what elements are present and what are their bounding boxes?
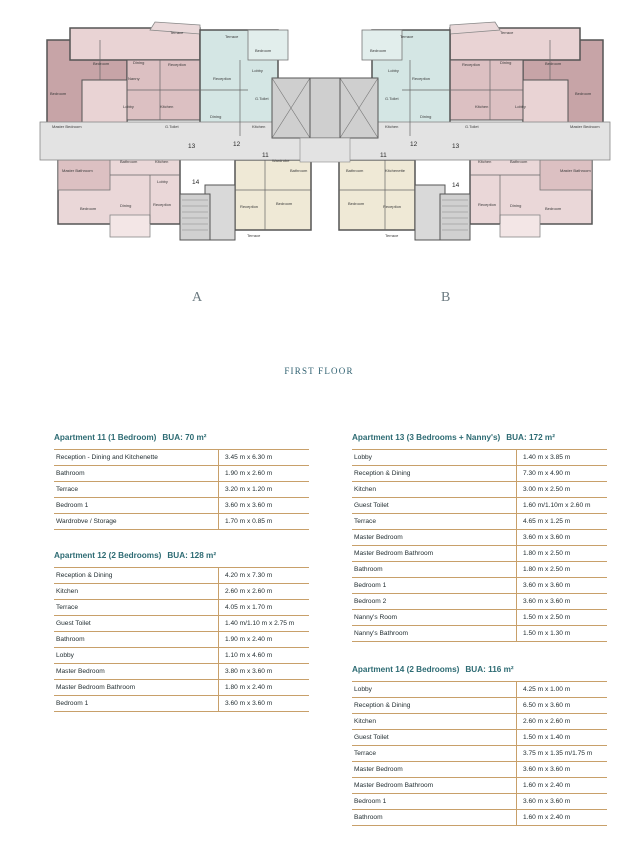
room-dimensions: 1.50 m x 1.40 m bbox=[523, 734, 571, 741]
table-row bbox=[54, 600, 309, 616]
apartment-12-rows bbox=[54, 567, 309, 712]
table-row bbox=[54, 680, 309, 696]
room-dimensions: 3.60 m x 3.60 m bbox=[523, 798, 571, 805]
room-name: Guest Toilet bbox=[352, 730, 517, 745]
table-row bbox=[352, 466, 607, 482]
room-name: Reception & Dining bbox=[352, 466, 517, 481]
apartment-14-rows bbox=[352, 681, 607, 826]
table-row bbox=[54, 450, 309, 466]
plan-number-12: 12 bbox=[233, 141, 241, 148]
table-row bbox=[54, 632, 309, 648]
room-name: Bedroom 1 bbox=[352, 794, 517, 809]
plan-label-reception: Reception bbox=[168, 62, 187, 67]
plan-label-dining-2: Dining bbox=[120, 203, 132, 208]
room-name: Master Bedroom Bathroom bbox=[352, 546, 517, 561]
table-row bbox=[54, 568, 309, 584]
plan-label-bathroom-3: Bathroom bbox=[510, 159, 528, 164]
room-name: Bedroom 1 bbox=[352, 578, 517, 593]
plan-label-kitchen-6: Kitchen bbox=[385, 124, 399, 129]
table-row bbox=[352, 514, 607, 530]
plan-label-reception-4: Reception bbox=[240, 204, 259, 209]
apartment-13-title: Apartment 13 (3 Bedrooms + Nanny's) bbox=[352, 433, 501, 442]
plan-label-lobby-4: Lobby bbox=[515, 104, 526, 109]
room-dimensions: 1.80 m x 2.50 m bbox=[523, 566, 571, 573]
room-dimensions: 1.70 m x 0.85 m bbox=[225, 518, 273, 525]
table-row bbox=[54, 514, 309, 530]
plan-label-bedroom-7: Bedroom bbox=[575, 91, 592, 96]
table-row bbox=[352, 794, 607, 810]
plan-number-13: 13 bbox=[188, 143, 196, 150]
plan-label-terrace-6: Terrace bbox=[385, 233, 399, 238]
plan-label-reception-5: Reception bbox=[462, 62, 481, 67]
plan-label-terrace-3: Terrace bbox=[247, 233, 261, 238]
room-dimensions: 3.45 m x 6.30 m bbox=[225, 454, 273, 461]
table-row bbox=[352, 482, 607, 498]
room-name: Lobby bbox=[352, 682, 517, 697]
room-name: Bedroom 1 bbox=[54, 696, 219, 711]
room-dimensions: 1.90 m x 2.40 m bbox=[225, 636, 273, 643]
plan-label-bathroom-2: Bathroom bbox=[290, 168, 308, 173]
plan-label-reception-8: Reception bbox=[383, 204, 402, 209]
apartment-13-rows bbox=[352, 449, 607, 642]
plan-label-g-toilet: G.Toilet bbox=[165, 124, 179, 129]
plan-number-13-b: 13 bbox=[452, 143, 460, 150]
room-dimensions: 3.60 m x 3.60 m bbox=[523, 534, 571, 541]
room-name: Terrace bbox=[54, 482, 219, 497]
apartment-11-heading bbox=[54, 433, 309, 442]
plan-label-bedroom-6: Bedroom bbox=[545, 61, 562, 66]
plan-label-reception-6: Reception bbox=[478, 202, 497, 207]
table-row bbox=[352, 714, 607, 730]
plan-label-lobby: Lobby bbox=[123, 104, 134, 109]
plan-label-terrace-4: Terrace bbox=[500, 30, 514, 35]
room-dimensions: 4.65 m x 1.25 m bbox=[523, 518, 571, 525]
plan-label-bedroom: Bedroom bbox=[93, 61, 110, 66]
room-name: Reception & Dining bbox=[352, 698, 517, 713]
apartment-11-table bbox=[54, 433, 309, 530]
room-dimensions: 3.80 m x 3.60 m bbox=[225, 668, 273, 675]
table-row bbox=[352, 762, 607, 778]
plan-label-lobby-3: Lobby bbox=[252, 68, 263, 73]
table-row bbox=[352, 498, 607, 514]
room-name: Master Bedroom bbox=[352, 530, 517, 545]
room-name: Bedroom 1 bbox=[54, 498, 219, 513]
room-name: Terrace bbox=[352, 514, 517, 529]
plan-label-dining: Dining bbox=[133, 60, 145, 65]
room-dimensions: 1.80 m x 2.40 m bbox=[225, 684, 273, 691]
room-dimensions: 1.40 m x 3.85 m bbox=[523, 454, 571, 461]
room-name: Reception - Dining and Kitchenette bbox=[54, 450, 219, 465]
apartment-11-title: Apartment 11 (1 Bedroom) bbox=[54, 433, 157, 442]
plan-label-bedroom-3: Bedroom bbox=[80, 206, 97, 211]
table-row bbox=[352, 682, 607, 698]
plan-label-wardrobe: Wardrobe bbox=[272, 158, 290, 163]
plan-label-master-bathroom-2: Master Bathroom bbox=[560, 168, 591, 173]
plan-label-dining-4: Dining bbox=[500, 60, 512, 65]
plan-label-g-toilet-3: G.Toilet bbox=[465, 124, 479, 129]
plan-label-lobby-5: Lobby bbox=[388, 68, 399, 73]
plan-label-bedroom-8: Bedroom bbox=[545, 206, 562, 211]
table-row bbox=[54, 498, 309, 514]
plan-label-master-bedroom-2: Master Bedroom bbox=[570, 124, 600, 129]
plan-number-11-b: 11 bbox=[380, 152, 387, 159]
room-dimensions: 1.90 m x 2.60 m bbox=[225, 470, 273, 477]
plan-label-reception-7: Reception bbox=[412, 76, 431, 81]
plan-label-terrace-5: Terrace bbox=[400, 34, 414, 39]
plan-number-12-b: 12 bbox=[410, 141, 418, 148]
room-name: Kitchen bbox=[352, 482, 517, 497]
table-row bbox=[352, 594, 607, 610]
apartment-13-bua: BUA: 172 m² bbox=[506, 433, 555, 442]
plan-number-14-b: 14 bbox=[452, 182, 460, 189]
plan-label-nanny: Nanny bbox=[128, 76, 140, 81]
room-dimensions: 7.30 m x 4.90 m bbox=[523, 470, 571, 477]
table-row bbox=[352, 450, 607, 466]
room-dimensions: 2.60 m x 2.60 m bbox=[523, 718, 571, 725]
room-dimensions: 3.00 m x 2.50 m bbox=[523, 486, 571, 493]
plan-label-kitchen: Kitchen bbox=[160, 104, 174, 109]
table-row bbox=[54, 466, 309, 482]
floor-title: FIRST FLOOR bbox=[284, 366, 354, 376]
floor-plan bbox=[0, 0, 638, 250]
plan-label-kitchen-5: Kitchen bbox=[478, 159, 492, 164]
room-dimensions: 1.60 m x 2.40 m bbox=[523, 782, 571, 789]
table-row bbox=[352, 562, 607, 578]
room-dimensions: 1.10 m x 4.60 m bbox=[225, 652, 273, 659]
table-row bbox=[54, 696, 309, 712]
room-name: Nanny's Room bbox=[352, 610, 517, 625]
plan-label-terrace: Terrace bbox=[170, 30, 184, 35]
room-dimensions: 1.80 m x 2.50 m bbox=[523, 550, 571, 557]
room-dimensions: 1.50 m x 2.50 m bbox=[523, 614, 571, 621]
room-dimensions: 4.05 m x 1.70 m bbox=[225, 604, 273, 611]
room-name: Bathroom bbox=[352, 810, 517, 825]
table-row bbox=[352, 530, 607, 546]
apartment-14-heading bbox=[352, 665, 607, 674]
plan-label-bedroom-4: Bedroom bbox=[255, 48, 272, 53]
room-name: Lobby bbox=[54, 648, 219, 663]
apartment-12-heading bbox=[54, 551, 309, 560]
room-name: Master Bedroom bbox=[352, 762, 517, 777]
room-name: Terrace bbox=[54, 600, 219, 615]
apartment-14-bua: BUA: 116 m² bbox=[465, 665, 514, 674]
wing-a-label: A bbox=[192, 290, 204, 305]
room-dimensions: 4.20 m x 7.30 m bbox=[225, 572, 273, 579]
room-name: Lobby bbox=[352, 450, 517, 465]
apartment-14-title: Apartment 14 (2 Bedrooms) bbox=[352, 665, 460, 674]
wing-b-label: B bbox=[441, 290, 452, 305]
apartment-11-rows bbox=[54, 449, 309, 530]
plan-label-dining-5: Dining bbox=[510, 203, 522, 208]
room-name: Bathroom bbox=[352, 562, 517, 577]
plan-label-kitchen-3: Kitchen bbox=[252, 124, 266, 129]
apartment-12-table bbox=[54, 551, 309, 712]
room-name: Guest Toilet bbox=[352, 498, 517, 513]
plan-label-kitchenette: Kitchenette bbox=[385, 168, 406, 173]
room-name: Reception & Dining bbox=[54, 568, 219, 583]
room-name: Master Bedroom Bathroom bbox=[54, 680, 219, 695]
table-row bbox=[54, 482, 309, 498]
room-name: Bathroom bbox=[54, 632, 219, 647]
table-row bbox=[352, 626, 607, 642]
apartment-13-table bbox=[352, 433, 607, 642]
room-name: Kitchen bbox=[352, 714, 517, 729]
table-row bbox=[352, 546, 607, 562]
plan-label-g-toilet-4: G.Toilet bbox=[385, 96, 399, 101]
apartment-11-bua: BUA: 70 m² bbox=[162, 433, 207, 442]
table-row bbox=[352, 610, 607, 626]
room-name: Wardrobve / Storage bbox=[54, 514, 219, 529]
room-name: Terrace bbox=[352, 746, 517, 761]
room-dimensions: 6.50 m x 3.60 m bbox=[523, 702, 571, 709]
room-dimensions: 3.60 m x 3.60 m bbox=[225, 700, 273, 707]
plan-label-reception-3: Reception bbox=[213, 76, 232, 81]
plan-label-bedroom-9: Bedroom bbox=[370, 48, 387, 53]
table-row bbox=[352, 730, 607, 746]
table-row bbox=[54, 616, 309, 632]
room-dimensions: 3.60 m x 3.60 m bbox=[523, 582, 571, 589]
room-dimensions: 1.40 m/1.10 m x 2.75 m bbox=[225, 620, 295, 627]
plan-label-bedroom-5: Bedroom bbox=[276, 201, 293, 206]
plan-label-terrace-2: Terrace bbox=[225, 34, 239, 39]
apartment-13-heading bbox=[352, 433, 607, 442]
apartment-12-title: Apartment 12 (2 Bedrooms) bbox=[54, 551, 162, 560]
room-name: Master Bedroom bbox=[54, 664, 219, 679]
room-name: Nanny's Bathroom bbox=[352, 626, 517, 641]
table-row bbox=[352, 698, 607, 714]
plan-label-dining-3: Dining bbox=[210, 114, 222, 119]
plan-label-kitchen-2: Kitchen bbox=[155, 159, 169, 164]
room-dimensions: 3.60 m x 3.60 m bbox=[523, 598, 571, 605]
room-dimensions: 1.60 m/1.10m x 2.60 m bbox=[523, 502, 591, 509]
plan-number-14: 14 bbox=[192, 179, 200, 186]
table-row bbox=[54, 584, 309, 600]
table-row bbox=[54, 648, 309, 664]
room-name: Bathroom bbox=[54, 466, 219, 481]
plan-label-bathroom: Bathroom bbox=[120, 159, 138, 164]
apartment-12-bua: BUA: 128 m² bbox=[167, 551, 217, 560]
room-dimensions: 4.25 m x 1.00 m bbox=[523, 686, 571, 693]
plan-label-master-bedroom: Master Bedroom bbox=[52, 124, 82, 129]
plan-label-g-toilet-2: G.Toilet bbox=[255, 96, 269, 101]
plan-label-lobby-2: Lobby bbox=[157, 179, 168, 184]
plan-label-master-bathroom: Master Bathroom bbox=[62, 168, 93, 173]
plan-label-kitchen-4: Kitchen bbox=[475, 104, 489, 109]
plan-label-bathroom-4: Bathroom bbox=[346, 168, 364, 173]
room-dimensions: 3.20 m x 1.20 m bbox=[225, 486, 273, 493]
table-row bbox=[352, 810, 607, 826]
plan-label-dining-6: Dining bbox=[420, 114, 432, 119]
room-dimensions: 3.75 m x 1.35 m/1.75 m bbox=[523, 750, 593, 757]
table-row bbox=[352, 746, 607, 762]
room-dimensions: 3.60 m x 3.60 m bbox=[523, 766, 571, 773]
room-dimensions: 1.50 m x 1.30 m bbox=[523, 630, 571, 637]
table-row bbox=[352, 778, 607, 794]
plan-label-reception-2: Reception bbox=[153, 202, 172, 207]
table-row bbox=[352, 578, 607, 594]
room-dimensions: 2.60 m x 2.60 m bbox=[225, 588, 273, 595]
plan-number-11: 11 bbox=[262, 152, 269, 159]
room-name: Master Bedroom Bathroom bbox=[352, 778, 517, 793]
apartment-14-table bbox=[352, 665, 607, 826]
table-row bbox=[54, 664, 309, 680]
room-name: Guest Toilet bbox=[54, 616, 219, 631]
room-name: Bedroom 2 bbox=[352, 594, 517, 609]
room-name: Kitchen bbox=[54, 584, 219, 599]
plan-label-bedroom-2: Bedroom bbox=[50, 91, 67, 96]
room-dimensions: 3.60 m x 3.60 m bbox=[225, 502, 273, 509]
plan-label-bedroom-10: Bedroom bbox=[348, 201, 365, 206]
room-dimensions: 1.60 m x 2.40 m bbox=[523, 814, 571, 821]
